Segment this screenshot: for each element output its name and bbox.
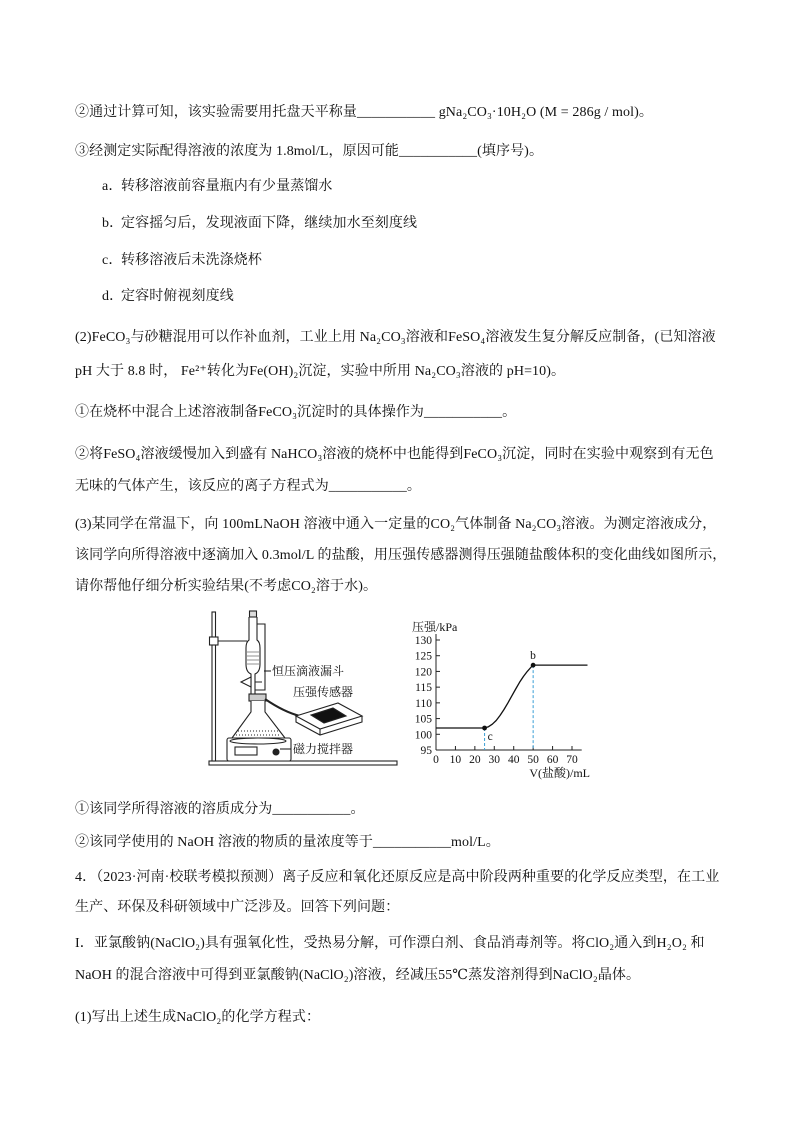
y-tick-label: 125 xyxy=(414,650,432,663)
pressure-chart xyxy=(412,620,590,780)
part3-question-1: ①该同学所得溶液的溶质成分为___________。 xyxy=(75,802,365,817)
option-c xyxy=(102,251,262,271)
question4-header-line-1: 4．（2023·河南·校联考模拟预测）离子反应和氧化还原反应是高中阶段两种重要的化学反应类型，在工业 xyxy=(75,870,720,885)
flask-stopper xyxy=(249,694,266,701)
funnel-stopper xyxy=(250,611,257,617)
option-label: d． xyxy=(102,289,124,304)
y-tick-label: 110 xyxy=(415,697,432,710)
part3-intro-line-2: 该同学向所得溶液中逐滴加入 0.3mol/L 的盐酸，用压强传感器测得压强随盐酸体积的变化曲线如图所示， xyxy=(75,548,727,563)
option-text: 转移溶液前容量瓶内有少量蒸馏水 xyxy=(121,179,333,194)
question4-sub-question-1: (1)写出上述生成NaClO₂的化学方程式： xyxy=(75,1010,321,1025)
y-tick-label: 95 xyxy=(420,745,432,757)
option-text: 定容摇匀后，发现液面下降，继续加水至刻度线 xyxy=(121,216,418,231)
point-label-c: c xyxy=(487,731,493,743)
question4-part-I-line-2: NaOH 的混合溶液中可得到亚氯酸钠(NaClO₂)溶液，经减压55℃蒸发溶剂得到NaClO₂晶体。 xyxy=(75,968,641,983)
part3-intro-line-1: (3)某同学在常温下，向 100mLNaOH 溶液中通入一定量的CO₂气体制备 Na₂CO₃溶液。为测定溶液成分， xyxy=(75,517,717,532)
y-tick-label: 100 xyxy=(414,729,432,742)
stirrer-panel xyxy=(235,747,257,755)
part3-intro-line-3: 请你帮他仔细分析实验结果(不考虑CO₂溶于水)。 xyxy=(75,579,378,594)
x-tick-label: 30 xyxy=(488,754,501,766)
pressure-curve xyxy=(436,665,588,728)
y-tick-label: 130 xyxy=(414,635,432,647)
funnel-label: 恒压滴液漏斗 xyxy=(272,664,345,678)
option-text: 转移溶液后未洗涤烧杯 xyxy=(121,253,262,268)
option-d xyxy=(102,287,234,307)
part2-question-2-line-1: ②将FeSO₄溶液缓慢加入到盛有 NaHCO₃溶液的烧杯中也能得到FeCO₃沉淀，同时在实验中观察到有无色 xyxy=(75,447,714,462)
option-a xyxy=(102,177,333,197)
x-tick-label: 0 xyxy=(433,754,439,766)
stirrer-knob xyxy=(273,749,279,755)
point-label-b: b xyxy=(530,650,536,663)
x-tick-label: 20 xyxy=(469,754,481,766)
stirrer-plate xyxy=(230,738,286,744)
point-c xyxy=(482,726,487,731)
option-label: c． xyxy=(102,253,123,268)
part2-intro-line-2: pH 大于 8.8 时， Fe²⁺转化为Fe(OH)₂沉淀，实验中所用 Na₂CO₃溶液的 pH=10)。 xyxy=(75,364,566,379)
dropping-funnel-body xyxy=(246,617,260,700)
point-b xyxy=(531,663,536,668)
y-axis-label: 压强/kPa xyxy=(412,620,458,634)
part3-question-2: ②该同学使用的 NaOH 溶液的物质的量浓度等于___________mol/L。 xyxy=(75,835,500,850)
option-label: b． xyxy=(102,216,124,231)
x-tick-label: 10 xyxy=(449,754,462,766)
stopcock xyxy=(241,677,262,687)
question4-header-line-2: 生产、环保及科研领域中广泛涉及。回答下列问题： xyxy=(75,900,400,915)
stand-pole xyxy=(212,612,216,761)
clamp-boss xyxy=(210,637,219,645)
x-tick-label: 40 xyxy=(507,754,520,766)
stand-base xyxy=(209,761,397,765)
funnel-liquid xyxy=(247,652,259,664)
q3-error-reason-line: ③经测定实际配得溶液的浓度为 1.8mol/L，原因可能___________(填序号)。 xyxy=(75,144,544,159)
y-tick-label: 115 xyxy=(415,682,432,695)
sensor-label: 压强传感器 xyxy=(293,685,354,699)
connecting-tube xyxy=(265,699,300,716)
x-tick-label: 60 xyxy=(546,754,559,766)
stirrer-label: 磁力搅拌器 xyxy=(293,742,354,756)
q3-calc-mass-line: ②通过计算可知，该实验需要用托盘天平称量___________ gNa₂CO₃·10H₂O (M = 286g / mol)。 xyxy=(75,105,653,120)
option-b xyxy=(102,214,417,234)
question4-part-I-line-1: I．亚氯酸钠(NaClO₂)具有强氧化性，受热易分解，可作漂白剂、食品消毒剂等。将ClO₂通入到H₂O₂ 和 xyxy=(75,936,705,951)
option-label: a． xyxy=(102,179,123,194)
part2-question-2-line-2: 无味的气体产生，该反应的离子方程式为___________。 xyxy=(75,479,421,494)
x-tick-label: 70 xyxy=(566,754,578,766)
option-text: 定容时俯视刻度线 xyxy=(121,289,234,304)
y-tick-label: 120 xyxy=(414,666,432,679)
part2-intro-line-1: (2)FeCO₃与砂糖混用可以作补血剂，工业上用 Na₂CO₃溶液和FeSO₄溶液发生复分解反应制备，(已知溶液 xyxy=(75,330,716,345)
x-tick-label: 50 xyxy=(527,754,539,766)
x-axis-label: V(盐酸)/mL xyxy=(529,766,590,780)
y-tick-label: 105 xyxy=(414,713,432,726)
experiment-figure xyxy=(0,600,800,790)
part2-question-1: ①在烧杯中混合上述溶液制备FeCO₃沉淀时的具体操作为___________。 xyxy=(75,405,517,420)
